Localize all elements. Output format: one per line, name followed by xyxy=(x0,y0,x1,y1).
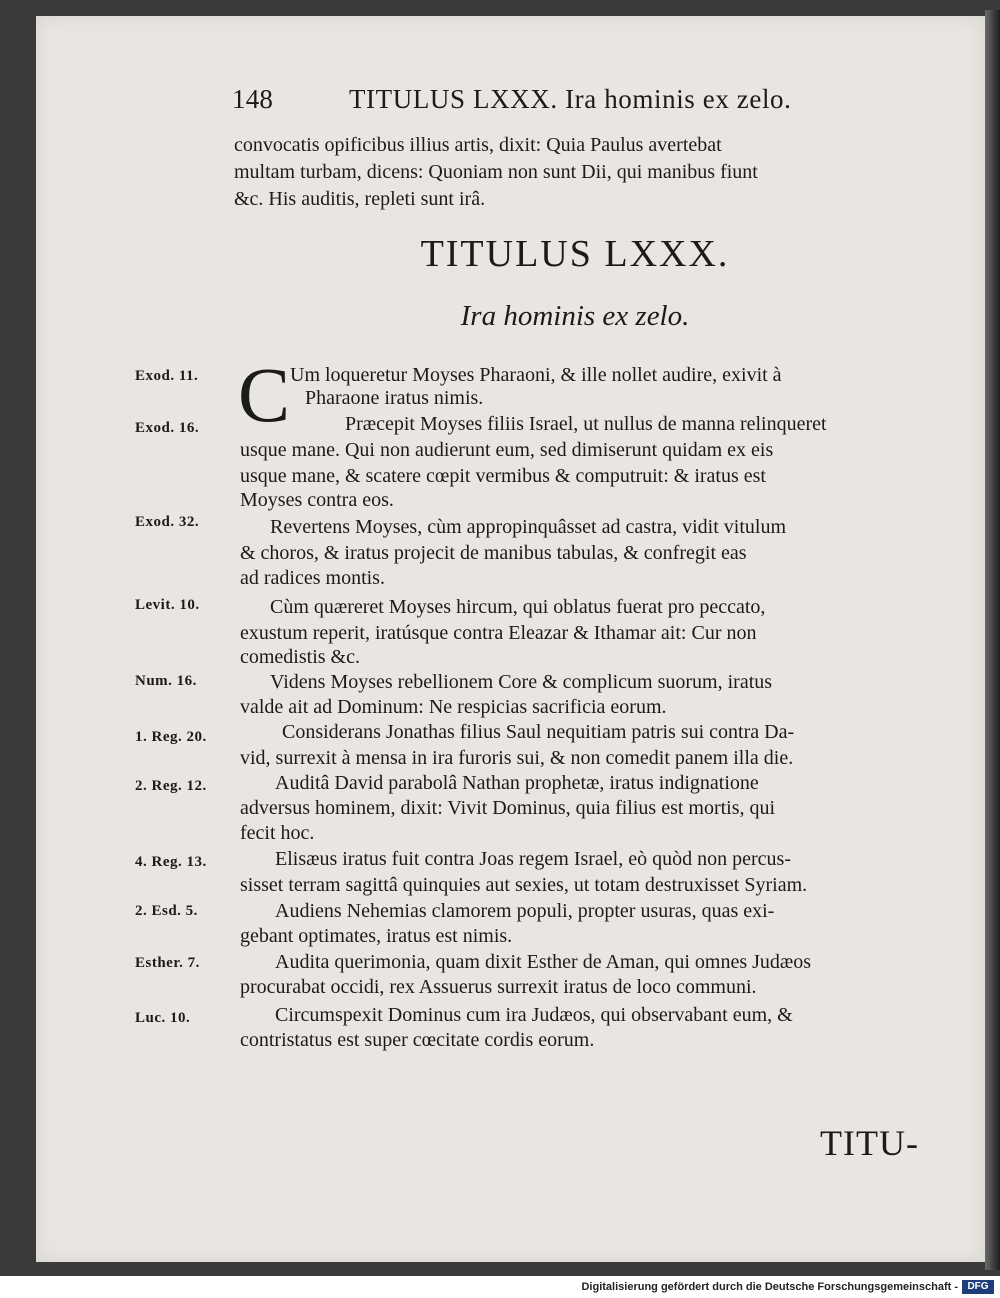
body-line: comedistis &c. xyxy=(240,646,360,668)
intro-line: &c. His auditis, repleti sunt irâ. xyxy=(234,188,486,210)
margin-ref: Levit. 10. xyxy=(135,597,200,613)
body-line: Pharaone iratus nimis. xyxy=(305,387,484,409)
body-line: adversus hominem, dixit: Vivit Dominus, quia filius est mortis, qui xyxy=(240,797,776,819)
body-line: Elisæus iratus fuit contra Joas regem Israel, eò quòd non percus- xyxy=(275,848,791,870)
margin-ref: Exod. 32. xyxy=(135,514,200,530)
body-line: Revertens Moyses, cùm appropinquâsset ad castra, vidit vitulum xyxy=(270,516,787,538)
body-line: Præcepit Moyses filiis Israel, ut nullus de manna relinqueret xyxy=(345,413,827,435)
body-line: Videns Moyses rebellionem Core & complicum suorum, iratus xyxy=(270,671,773,693)
running-head xyxy=(232,84,932,115)
margin-ref: Luc. 10. xyxy=(135,1010,191,1026)
body-line: usque mane. Qui non audierunt eum, sed dimiserunt quidam ex eis xyxy=(240,439,774,461)
book-edge xyxy=(985,10,1000,1270)
body-line: Cùm quæreret Moyses hircum, qui oblatus fuerat pro peccato, xyxy=(270,596,766,618)
body-line: procurabat occidi, rex Assuerus surrexit iratus de loco communi. xyxy=(240,976,757,998)
dfg-logo: DFG xyxy=(962,1280,994,1294)
margin-ref: 2. Reg. 12. xyxy=(135,778,207,794)
body-line: & choros, & iratus projecit de manibus tabulas, & confregit eas xyxy=(240,542,747,564)
margin-ref: Esther. 7. xyxy=(135,955,200,971)
catchword: TITU- xyxy=(820,1123,919,1163)
body-line: Um loqueretur Moyses Pharaoni, & ille nollet audire, exivit à xyxy=(290,364,782,386)
margin-ref: Num. 16. xyxy=(135,673,197,689)
body-line: gebant optimates, iratus est nimis. xyxy=(240,925,513,947)
drop-cap: C xyxy=(238,351,291,438)
margin-ref: 4. Reg. 13. xyxy=(135,854,207,870)
body-line: Moyses contra eos. xyxy=(240,489,394,511)
body-line: vid, surrexit à mensa in ira furoris sui, & non comedit panem illa die. xyxy=(240,747,794,769)
body-line: fecit hoc. xyxy=(240,822,315,844)
body-line: Audiens Nehemias clamorem populi, propter usuras, quas exi- xyxy=(275,900,775,922)
body-line: exustum reperit, iratúsque contra Eleazar & Ithamar ait: Cur non xyxy=(240,622,757,644)
body-line: sisset terram sagittâ quinquies aut sexies, ut totam destruxisset Syriam. xyxy=(240,874,808,896)
intro-line: convocatis opificibus illius artis, dixit: Quia Paulus avertebat xyxy=(234,134,722,156)
body-line: Auditâ David parabolâ Nathan prophetæ, iratus indignatione xyxy=(275,772,759,794)
margin-ref: Exod. 11. xyxy=(135,368,199,384)
section-title: TITULUS LXXX. xyxy=(420,233,730,275)
body-line: usque mane, & scatere cœpit vermibus & computruit: & iratus est xyxy=(240,465,766,487)
body-line: valde ait ad Dominum: Ne respicias sacrificia eorum. xyxy=(240,696,667,718)
body-line: Considerans Jonathas filius Saul nequitiam patris sui contra Da- xyxy=(282,721,795,743)
body-line: Audita querimonia, quam dixit Esther de Aman, qui omnes Judæos xyxy=(275,951,812,973)
footer-credit: Digitalisierung gefördert durch die Deutsche Forschungsgemeinschaft - xyxy=(581,1281,958,1293)
margin-ref: 1. Reg. 20. xyxy=(135,729,207,745)
body-line: contristatus est super cœcitate cordis eorum. xyxy=(240,1029,595,1051)
page-number: 148 xyxy=(232,84,274,114)
body-line: ad radices montis. xyxy=(240,567,385,589)
margin-ref: Exod. 16. xyxy=(135,420,200,436)
section-subtitle: Ira hominis ex zelo. xyxy=(460,300,690,332)
body-line: Circumspexit Dominus cum ira Judæos, qui observabant eum, & xyxy=(275,1004,793,1026)
margin-ref: 2. Esd. 5. xyxy=(135,903,198,919)
running-head-title: TITULUS LXXX. Ira hominis ex zelo. xyxy=(348,84,792,114)
intro-line: multam turbam, dicens: Quoniam non sunt Dii, qui manibus fiunt xyxy=(234,161,758,183)
